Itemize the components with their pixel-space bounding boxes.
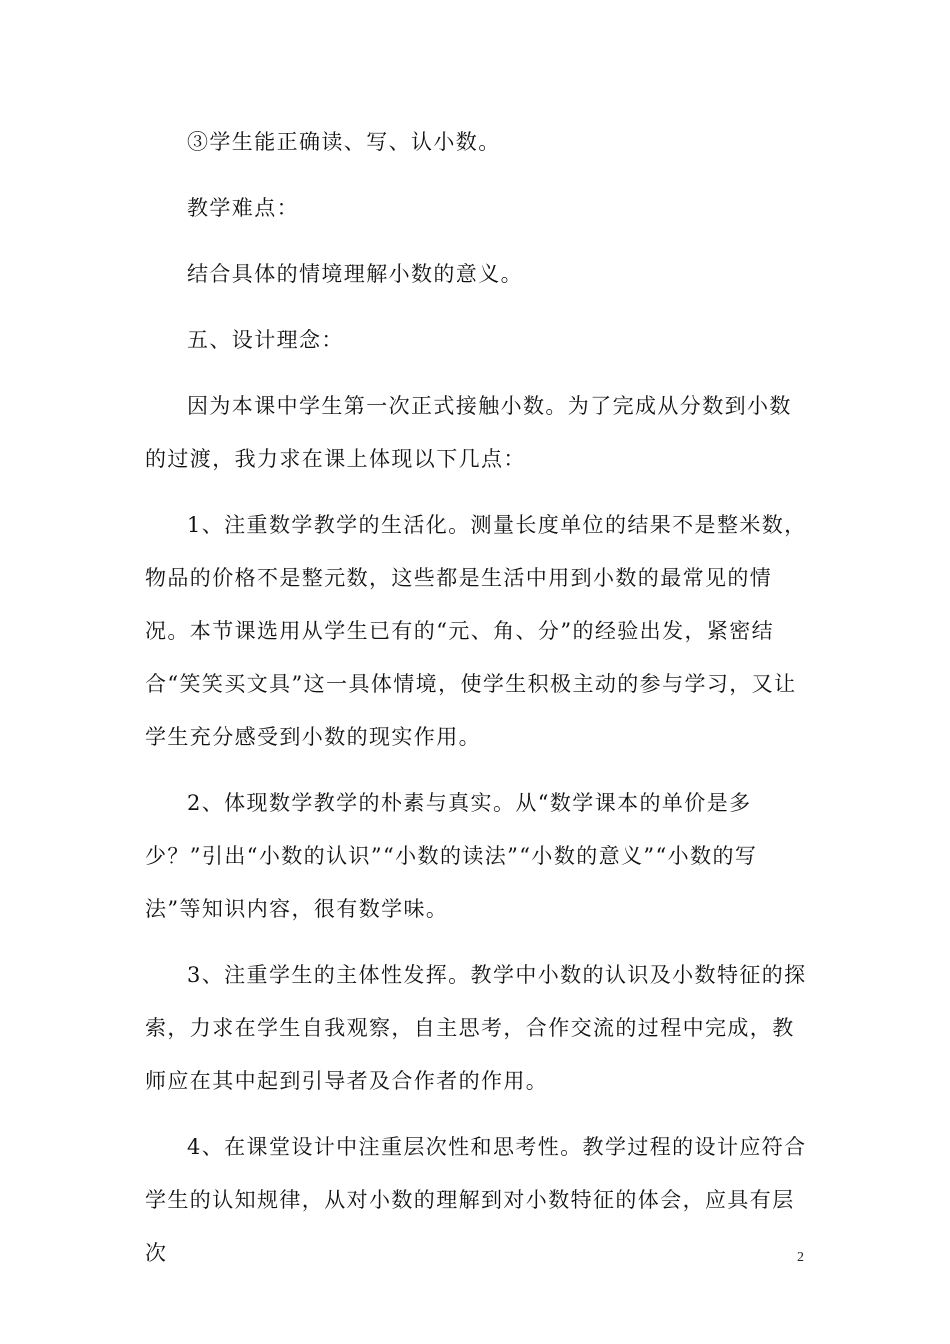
paragraph-difficulty-content: 结合具体的情境理解小数的意义。 (187, 262, 523, 286)
paragraph-intro: 因为本课中学生第一次正式接触小数。为了完成从分数到小数的过渡，我力求在课上体现以下几点： (145, 394, 792, 471)
section-heading-design-concept: 五、设计理念： (187, 328, 344, 352)
paragraph-difficulty-heading: 教学难点： (187, 196, 299, 220)
document-body (145, 116, 810, 1280)
paragraph-point-4: 4、在课堂设计中注重层次性和思考性。教学过程的设计应符合学生的认知规律，从对小数的理解到对小数特征的体会，应具有层次 (145, 1135, 807, 1265)
paragraph-point-2: 2、体现数学教学的朴素与真实。从“数学课本的单价是多少？”引出“小数的认识”“小数的读法”“小数的意义”“小数的写法”等知识内容，很有数学味。 (145, 791, 758, 921)
paragraph-objective-3: ③学生能正确读、写、认小数。 (187, 130, 501, 154)
paragraph-point-3: 3、注重学生的主体性发挥。教学中小数的认识及小数特征的探索，力求在学生自我观察，自主思考，合作交流的过程中完成，教师应在其中起到引导者及合作者的作用。 (145, 963, 807, 1093)
page-number: 2 (797, 1250, 804, 1265)
paragraph-point-1: 1、注重数学教学的生活化。测量长度单位的结果不是整米数，物品的价格不是整元数，这些都是生活中用到小数的最常见的情况。本节课选用从学生已有的“元、角、分”的经验出发，紧密结合“笑笑买文具”这一具体情境，使学生积极主动的参与学习，又让学生充分感受到小数的现实作用。 (145, 513, 807, 749)
